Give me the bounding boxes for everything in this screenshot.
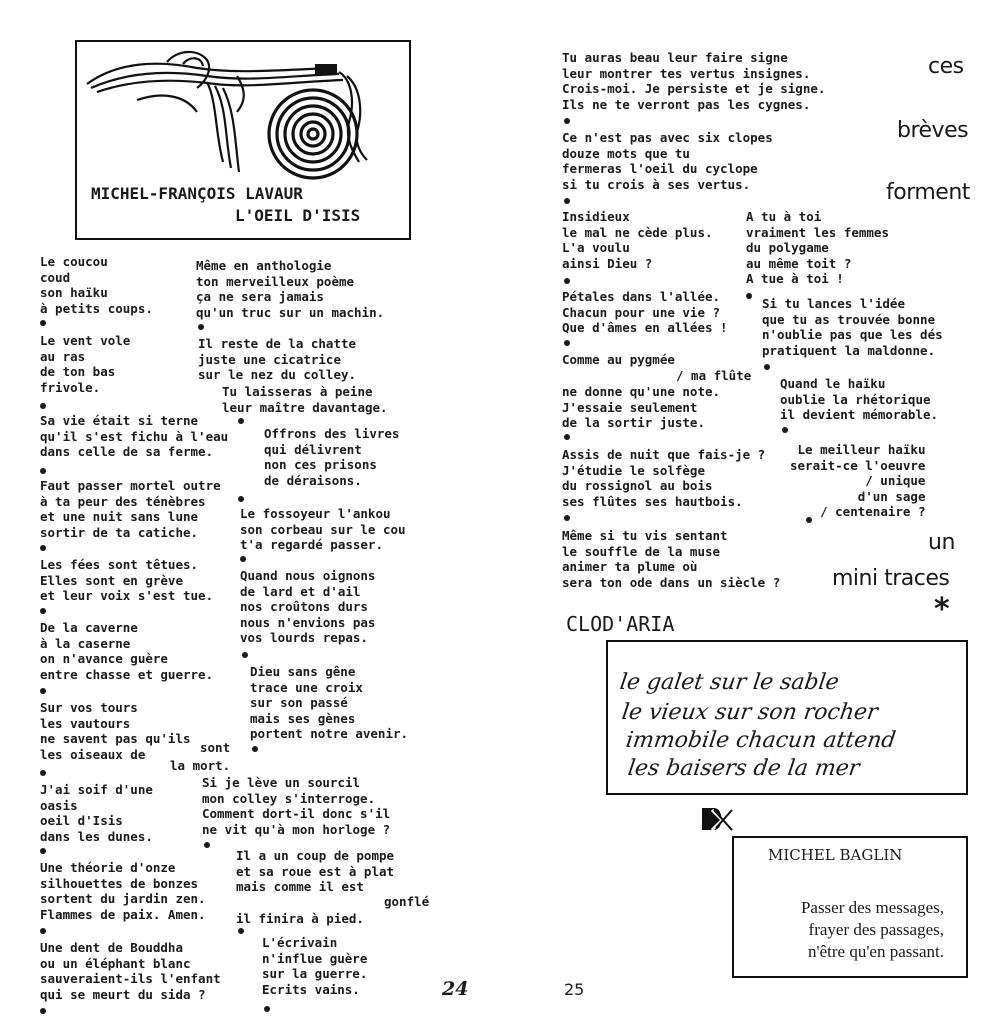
bullet-dot xyxy=(764,364,770,370)
poem-r1-8: Même si tu vis sentant le souffle de la muse animer ta plume où sera ton ode dans un siècle ? xyxy=(562,528,781,590)
poem-r2-3: Quand le haïku oublie la rhétorique il devient mémorable. xyxy=(780,376,939,423)
poem-l2-3: Tu laisseras à peine leur maître davantage. xyxy=(222,384,388,415)
baglin-line-1: Passer des messages, xyxy=(800,898,944,917)
poem-l1-7-mort: la mort. xyxy=(170,758,231,773)
bullet-dot xyxy=(40,320,46,326)
poem-l1-1: Le coucou coud son haïku à petits coups. xyxy=(40,254,153,316)
bullet-dot xyxy=(806,517,812,523)
baglin-line-2: frayer des passages, xyxy=(808,920,944,939)
bullet-dot xyxy=(238,418,244,424)
poem-l1-3: Sa vie était si terne qu'il s'est fichu à l'eau dans celle de sa ferme. xyxy=(40,413,229,460)
bullet-dot xyxy=(238,928,244,934)
poem-l1-8: J'ai soif d'une oasis oeil d'Isis dans les dunes. xyxy=(40,782,153,844)
handwritten-line-3: immobile chacun attend xyxy=(624,728,898,753)
poem-r1-3: Insidieux le mal ne cède plus. L'a voulu ainsi Dieu ? xyxy=(562,209,713,271)
asterisk-mark: * xyxy=(934,592,950,627)
side-word-mini-traces: mini traces xyxy=(832,566,950,591)
poem-l2-2: Il reste de la chatte juste une cicatrice sur le nez du colley. xyxy=(198,336,357,383)
side-word-breves: brèves xyxy=(897,118,969,143)
bullet-dot xyxy=(40,1008,46,1014)
poem-r2-1: A tu à toi vraiment les femmes du polygame au même toit ? A tue à toi ! xyxy=(746,209,889,287)
bullet-dot xyxy=(40,928,46,934)
bullet-dot xyxy=(264,1006,270,1012)
poem-r1-5b: / ma flûte xyxy=(676,368,752,383)
poem-r2-2: Si tu lances l'idée que tu as trouvée bonne n'oublie pas que les dés pratiquent la maldonne. xyxy=(762,296,943,358)
poem-l1-5: Les fées sont têtues. Elles sont en grève et leur voix s'est tue. xyxy=(40,557,214,604)
poem-l1-2: Le vent vole au ras de ton bas frivole. xyxy=(40,333,131,395)
poem-r1-4: Pétales dans l'allée. Chacun pour une vie ? Que d'âmes en allées ! xyxy=(562,289,728,336)
bullet-dot xyxy=(40,770,46,776)
title-box xyxy=(75,40,411,240)
poem-l1-7: Sur vos tours les vautours ne savent pas qu'ils les oiseaux de xyxy=(40,700,191,762)
side-word-forment: forment xyxy=(886,180,970,205)
baglin-author: MICHEL BAGLIN xyxy=(768,846,903,864)
bullet-dot xyxy=(564,434,570,440)
poem-r1-2: Ce n'est pas avec six clopes douze mots que tu fermeras l'oeil du cyclope si tu crois à ses vertus. xyxy=(562,130,773,192)
bullet-dot xyxy=(564,198,570,204)
work-title: L'OEIL D'ISIS xyxy=(235,206,361,225)
poem-r1-1: Tu auras beau leur faire signe leur montrer tes vertus insignes. Crois-moi. Je persiste et je signe. Ils ne te verront pas les cygnes. xyxy=(562,50,826,112)
bullet-dot xyxy=(40,403,46,409)
handwritten-line-4: les baisers de la mer xyxy=(626,756,862,781)
emblem-icon xyxy=(700,806,734,832)
handwritten-box xyxy=(606,640,968,795)
bullet-dot xyxy=(40,468,46,474)
baglin-line-3: n'être qu'en passant. xyxy=(808,942,944,961)
poem-l1-4: Faut passer mortel outre à ta peur des ténèbres et une nuit sans lune sortir de ta catiche. xyxy=(40,478,221,540)
poem-r1-6: ne donne qu'une note. J'essaie seulement de la sortir juste. xyxy=(562,384,721,431)
bullet-dot xyxy=(240,556,246,562)
poem-l1-10: Une dent de Bouddha ou un éléphant blanc sauveraient-ils l'enfant qui se meurt du sida ? xyxy=(40,940,221,1002)
poem-l1-6: De la caverne à la caserne on n'avance guère entre chasse et guerre. xyxy=(40,620,214,682)
page-number-right: 25 xyxy=(564,980,585,999)
poem-l2-8: Si je lève un sourcil mon colley s'interroge. Comment dort-il donc s'il ne vit qu'à mon horloge ? xyxy=(202,775,391,837)
bullet-dot xyxy=(782,427,788,433)
bullet-dot xyxy=(198,324,204,330)
bullet-dot xyxy=(564,118,570,124)
bullet-dot xyxy=(40,848,46,854)
bullet-dot xyxy=(252,746,258,752)
bullet-dot xyxy=(40,545,46,551)
bullet-dot xyxy=(564,515,570,521)
poem-l2-6: Quand nous oignons de lard et d'ail nos croûtons durs nous n'envions pas vos lourds repas. xyxy=(240,568,376,646)
poem-l1-9: Une théorie d'onze silhouettes de bonzes sortent du jardin zen. Flammes de paix. Amen. xyxy=(40,860,206,922)
side-word-ces: ces xyxy=(928,54,964,79)
poem-l2-7: Dieu sans gêne trace une croix sur son passé mais ses gènes portent notre avenir. xyxy=(250,664,409,742)
poem-l1-7-sont: sont xyxy=(200,740,231,755)
clodaria-author: CLOD'ARIA xyxy=(566,612,675,636)
poem-l2-1: Même en anthologie ton merveilleux poème ça ne sera jamais qu'un truc sur un machin. xyxy=(196,258,385,320)
poem-l2-9: Il a un coup de pompe et sa roue est à plat mais comme il est xyxy=(236,848,395,895)
baglin-box xyxy=(732,836,968,978)
bullet-dot xyxy=(242,652,248,658)
handwritten-line-2: le vieux sur son rocher xyxy=(620,700,880,725)
bullet-dot xyxy=(204,842,210,848)
author-name: MICHEL-FRANÇOIS LAVAUR xyxy=(91,184,303,203)
poem-l2-10: il finira à pied. xyxy=(236,911,364,926)
bullet-dot xyxy=(40,608,46,614)
side-word-un: un xyxy=(928,530,955,555)
spiral-ornament xyxy=(77,42,409,182)
page-number-left: 24 xyxy=(442,978,469,1000)
handwritten-line-1: le galet sur le sable xyxy=(618,670,841,695)
bullet-dot xyxy=(238,496,244,502)
poem-l2-9-gonfle: gonflé xyxy=(384,894,430,909)
bullet-dot xyxy=(746,293,752,299)
poem-l2-5: Le fossoyeur l'ankou son corbeau sur le cou t'a regardé passer. xyxy=(240,506,406,553)
poem-r1-5: Comme au pygmée xyxy=(562,352,675,367)
bullet-dot xyxy=(564,278,570,284)
bullet-dot xyxy=(40,688,46,694)
poem-r2-4: Le meilleur haïku serait-ce l'oeuvre / unique d'un sage / centenaire ? xyxy=(790,442,926,520)
bullet-dot xyxy=(564,340,570,346)
poem-l2-11: L'écrivain n'influe guère sur la guerre. Ecrits vains. xyxy=(262,935,368,997)
poem-l2-4: Offrons des livres qui délivrent non ces prisons de déraisons. xyxy=(264,426,400,488)
poem-r1-7: Assis de nuit que fais-je ? J'étudie le solfège du rossignol au bois ses flûtes ses hautbois. xyxy=(562,447,766,509)
